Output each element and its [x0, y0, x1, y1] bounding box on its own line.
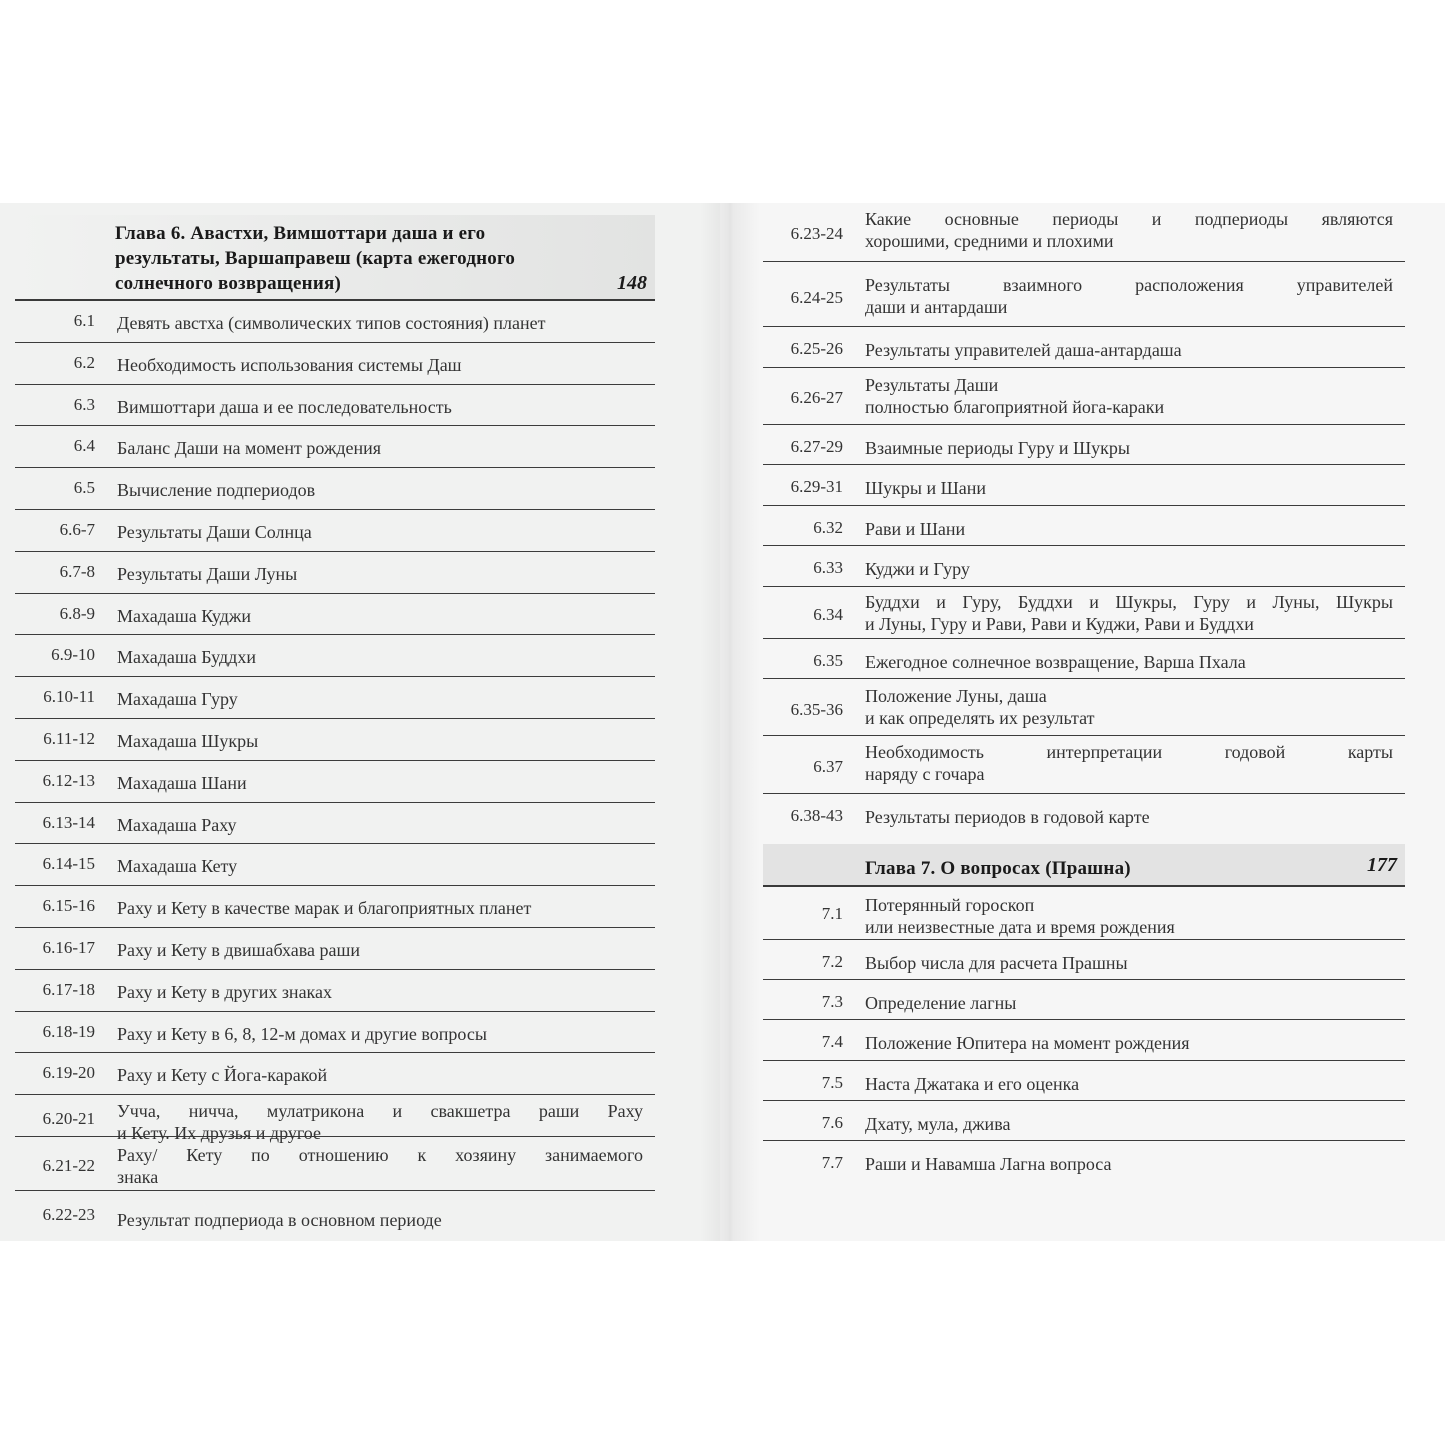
entry-text-line-2: наряду с гочара — [865, 764, 985, 784]
entry-number: 6.4 — [73, 436, 95, 456]
toc-entry — [763, 368, 1405, 425]
toc-entry — [15, 1012, 655, 1054]
entry-text: Махадаша Раху — [117, 814, 237, 835]
entry-text — [117, 1144, 643, 1188]
entry-text-line-2: хорошими, средними и плохими — [865, 231, 1114, 251]
entry-number: 6.16-17 — [42, 937, 95, 957]
toc-list-chapter-7 — [763, 888, 1405, 1181]
entry-number: 6.17-18 — [42, 979, 95, 999]
chapter-title: Глава 6. Авастхи, Вимшоттари даша и его результаты, Варшаправеш (карта ежегодного солнечного возвращения) — [115, 223, 516, 294]
entry-number: 6.22-23 — [42, 1205, 95, 1225]
entry-number: 6.13-14 — [42, 812, 95, 832]
entry-text-line-2: и Луны, Гуру и Рави, Рави и Куджи, Рави и Буддхи — [865, 613, 1254, 634]
entry-text-line-1: Положение Луны, даша — [865, 686, 1047, 706]
entry-text: Махадаша Буддхи — [117, 647, 256, 668]
entry-text: Раши и Навамша Лагна вопроса — [865, 1153, 1112, 1174]
chapter-page-number: 148 — [617, 272, 647, 294]
toc-entry — [15, 1095, 655, 1144]
toc-entry — [15, 594, 655, 636]
entry-text: Результаты Даши Луны — [117, 563, 298, 584]
entry-text-line-1: Результаты взаимного расположения управителей — [865, 275, 1393, 295]
entry-text-line-2: даши и антардаши — [865, 297, 1008, 317]
toc-entry — [15, 761, 655, 803]
toc-entry — [763, 794, 1405, 835]
entry-text: Дхату, мула, джива — [865, 1113, 1011, 1134]
entry-text-line-2: и Кету. Их друзья и другое — [117, 1123, 321, 1144]
entry-text: Раху и Кету в двишабхава раши — [117, 939, 360, 960]
entry-text: Махадаша Шукры — [117, 730, 259, 751]
entry-number: 6.3 — [73, 394, 95, 414]
entry-text: Ежегодное солнечное возвращение, Варша Пхала — [865, 651, 1246, 672]
entry-text: Результаты Даши Солнца — [117, 521, 312, 542]
toc-entry — [15, 886, 655, 928]
entry-text: Куджи и Гуру — [865, 559, 970, 579]
toc-entry — [763, 1061, 1405, 1101]
toc-entry — [763, 679, 1405, 736]
entry-number: 6.35-36 — [790, 700, 843, 719]
toc-entry — [763, 1141, 1405, 1181]
entry-text-line-1: Какие основные периоды и подпериоды являются — [865, 209, 1393, 229]
entry-number: 6.24-25 — [790, 288, 843, 307]
entry-text — [865, 208, 1393, 252]
entry-text-line-1: Учча, ничча, мулатрикона и свакшетра раши Раху — [117, 1101, 643, 1122]
entry-number: 7.4 — [821, 1032, 843, 1052]
entry-text — [865, 274, 1393, 318]
toc-entry — [763, 506, 1405, 547]
entry-text — [865, 591, 1393, 635]
toc-entry — [15, 1053, 655, 1095]
entry-number: 6.20-21 — [42, 1109, 95, 1129]
entry-text-line-1: Раху/ Кету по отношению к хозяину занимаемого — [117, 1145, 643, 1166]
entry-number: 6.26-27 — [790, 387, 843, 407]
entry-number: 6.7-8 — [59, 561, 95, 581]
toc-entry — [763, 203, 1405, 262]
entry-number: 6.10-11 — [43, 687, 95, 707]
entry-text: Раху и Кету в других знаках — [117, 981, 333, 1002]
entry-number: 6.19-20 — [42, 1063, 95, 1083]
entry-number: 6.6-7 — [59, 519, 95, 539]
toc-entry — [15, 468, 655, 510]
entry-text: Раху и Кету в 6, 8, 12-м домах и другие вопросы — [117, 1023, 487, 1044]
entry-text: Рави и Шани — [865, 518, 966, 539]
entry-text: Вимшоттари даша и ее последовательность — [117, 396, 452, 417]
toc-entry — [15, 343, 655, 385]
entry-text: Выбор числа для расчета Прашны — [865, 953, 1128, 973]
toc-entry — [763, 327, 1405, 368]
toc-entry — [763, 587, 1405, 639]
toc-entry — [15, 1137, 655, 1191]
entry-text: Результат подпериода в основном периоде — [117, 1210, 442, 1231]
entry-number: 6.15-16 — [42, 896, 95, 916]
toc-entry — [15, 719, 655, 761]
toc-entry — [15, 970, 655, 1012]
entry-number: 6.37 — [813, 757, 843, 776]
entry-number: 6.35 — [813, 650, 843, 670]
entry-text — [865, 894, 1393, 938]
entry-number: 6.11-12 — [43, 728, 95, 748]
entry-number: 6.25-26 — [790, 339, 843, 358]
toc-list-chapter-6-continued — [763, 203, 1405, 835]
entry-number: 7.7 — [821, 1152, 843, 1172]
entry-text-line-2: полностью благоприятной йога-караки — [865, 396, 1165, 417]
entry-number: 6.38-43 — [790, 806, 843, 825]
entry-number: 6.32 — [813, 517, 843, 537]
toc-entry — [15, 301, 655, 343]
entry-text-line-1: Потерянный гороскоп — [865, 895, 1035, 915]
entry-text-line-1: Буддхи и Гуру, Буддхи и Шукры, Гуру и Луны, Шукры — [865, 591, 1393, 612]
toc-entry — [763, 1020, 1405, 1060]
entry-text: Махадаша Гуру — [117, 689, 238, 710]
toc-entry — [763, 888, 1405, 940]
entry-number: 6.27-29 — [790, 436, 843, 456]
entry-text — [865, 374, 1393, 418]
toc-entry — [15, 677, 655, 719]
entry-number: 6.1 — [73, 311, 95, 330]
entry-text — [865, 685, 1393, 729]
toc-entry — [763, 546, 1405, 587]
entry-text: Взаимные периоды Гуру и Шукры — [865, 437, 1130, 458]
entry-number: 7.3 — [821, 992, 843, 1012]
entry-number: 6.33 — [813, 558, 843, 577]
entry-text: Девять австха (символических типов состояния) планет — [117, 313, 546, 333]
chapter-page-number: 177 — [1367, 854, 1397, 876]
chapter-6-heading — [15, 215, 655, 301]
entry-number: 7.2 — [821, 952, 843, 971]
entry-number: 6.2 — [73, 352, 95, 372]
entry-text: Шукры и Шани — [865, 478, 987, 498]
entry-number: 6.14-15 — [42, 854, 95, 874]
entry-number: 7.1 — [821, 904, 843, 923]
entry-number: 6.23-24 — [790, 224, 843, 243]
entry-number: 6.12-13 — [42, 770, 95, 790]
toc-entry — [15, 426, 655, 468]
entry-text: Определение лагны — [865, 993, 1017, 1014]
entry-text: Раху и Кету с Йога-каракой — [117, 1065, 328, 1086]
entry-text-line-1: Результаты Даши — [865, 374, 999, 395]
toc-entry — [15, 1191, 655, 1233]
entry-text: Наста Джатака и его оценка — [865, 1073, 1080, 1094]
chapter-7-heading — [763, 844, 1405, 887]
toc-entry — [763, 639, 1405, 680]
entry-text-line-2: знака — [117, 1167, 159, 1188]
entry-text: Результаты периодов в годовой карте — [865, 807, 1150, 827]
entry-number: 6.18-19 — [42, 1021, 95, 1041]
entry-number: 6.5 — [73, 478, 95, 498]
entry-text-line-2: или неизвестные дата и время рождения — [865, 917, 1175, 937]
entry-text: Баланс Даши на момент рождения — [117, 438, 382, 459]
entry-text-line-2: и как определять их результат — [865, 708, 1095, 728]
toc-entry — [15, 635, 655, 677]
entry-number: 6.34 — [813, 604, 843, 624]
entry-text-line-1: Необходимость интерпретации годовой карты — [865, 742, 1393, 762]
entry-text: Махадаша Шани — [117, 772, 247, 793]
toc-entry — [15, 844, 655, 886]
entry-text — [865, 741, 1393, 785]
entry-number: 7.5 — [821, 1072, 843, 1092]
entry-text: Результаты управителей даша-антардаша — [865, 340, 1182, 360]
toc-entry — [763, 425, 1405, 466]
book-spread — [0, 203, 1445, 1241]
left-page — [0, 203, 720, 1241]
toc-entry — [763, 1101, 1405, 1141]
entry-number: 6.8-9 — [59, 603, 95, 623]
entry-text: Вычисление подпериодов — [117, 480, 316, 501]
entry-number: 6.29-31 — [790, 477, 843, 496]
toc-entry — [763, 980, 1405, 1020]
toc-entry — [15, 803, 655, 845]
right-page — [720, 203, 1445, 1241]
entry-text: Необходимость использования системы Даш — [117, 354, 462, 375]
toc-entry — [15, 510, 655, 552]
toc-entry — [763, 465, 1405, 506]
toc-entry — [15, 928, 655, 970]
toc-entry — [763, 940, 1405, 980]
entry-text: Махадаша Кету — [117, 856, 238, 877]
chapter-title: Глава 7. О вопросах (Прашна) — [865, 858, 1131, 879]
toc-entry — [15, 385, 655, 427]
entry-number: 6.9-10 — [51, 645, 95, 665]
entry-text: Положение Юпитера на момент рождения — [865, 1033, 1190, 1054]
entry-text: Махадаша Куджи — [117, 605, 251, 626]
toc-entry — [763, 736, 1405, 794]
toc-list-chapter-6 — [15, 301, 655, 1233]
entry-number: 6.21-22 — [42, 1156, 95, 1176]
toc-entry — [15, 552, 655, 594]
entry-text: Раху и Кету в качестве марак и благоприятных планет — [117, 898, 532, 919]
toc-entry — [763, 262, 1405, 327]
entry-number: 7.6 — [821, 1112, 843, 1132]
